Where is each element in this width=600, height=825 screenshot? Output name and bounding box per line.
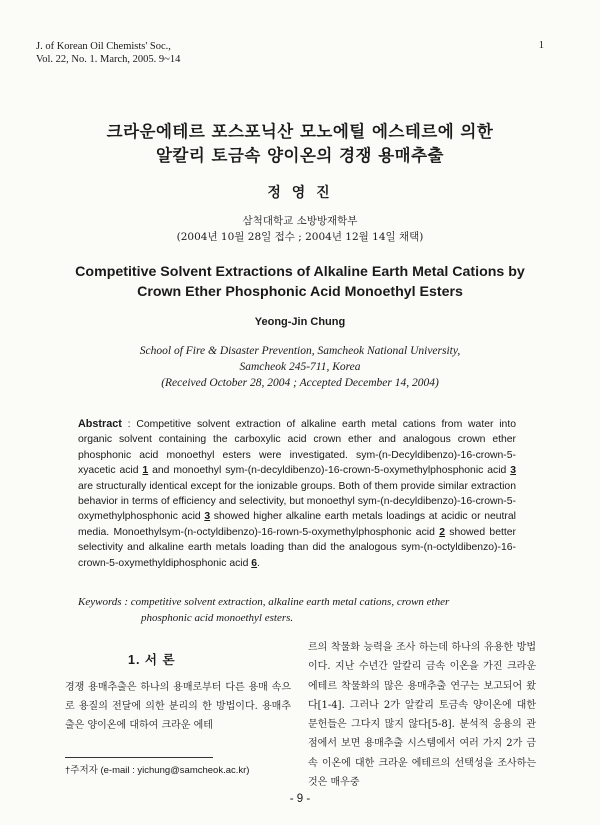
- keywords-line-2: phosphonic acid monoethyl esters.: [141, 612, 294, 624]
- journal-info: [36, 40, 180, 66]
- keywords: [78, 594, 518, 626]
- english-affiliation-line-2: Samcheok 245-711, Korea: [239, 361, 361, 373]
- abstract-text-2: and monoethyl sym-(n-decyldibenzo)-16-crown-5-oxymethylphosphonic acid: [148, 465, 511, 477]
- korean-title-line-1: 크라운에테르 포스포닉산 모노에틸 에스테르에 의한: [106, 122, 494, 141]
- header-page-number: 1: [538, 40, 544, 51]
- english-title-line-2: Crown Ether Phosphonic Acid Monoethyl Esters: [137, 284, 463, 300]
- korean-affiliation: 삼척대학교 소방방재학부: [242, 215, 358, 227]
- journal-line-1: J. of Korean Oil Chemists' Soc.,: [36, 41, 171, 52]
- korean-author: 정 영 진: [267, 185, 333, 201]
- footnote-divider: [65, 757, 213, 758]
- english-received-dates: (Received October 28, 2004 ; Accepted December 14, 2004): [161, 377, 439, 389]
- abstract: [78, 417, 516, 571]
- abstract-text-6: .: [257, 557, 260, 569]
- abstract-text-1: Competitive solvent extraction of alkaline earth metal cations from water into organic solvent containing the carboxylic acid crown ether and analogous crown ether phosphonic acid monoethyl esters were investigated. sym-(n-Decyldibenzo)-16-crown-5-xyacetic acid: [78, 419, 516, 477]
- body-left-column: 경쟁 용매추출은 하나의 용매로부터 다른 용매 속으로 용질의 전달에 의한 분리의 한 방법이다. 용매추출은 양이온에 대하여 크라운 에테: [65, 682, 291, 731]
- footnote-corresponding-author: †주저자 (e-mail : yichung@samcheok.ac.kr): [65, 765, 250, 776]
- abstract-text-3: are structurally identical except for the ionizable groups. Both of them provide similar extraction behavior in terms of efficiency and selectivity, but monoethyl sym-(n-decyldibenzo)-16-crown-5-oxymethylphosphonic acid: [78, 480, 516, 523]
- compound-ref-3b: 3: [204, 511, 211, 523]
- section-heading-introduction: 1. 서 론: [128, 653, 176, 667]
- abstract-label: Abstract: [78, 418, 122, 430]
- keywords-line-1: competitive solvent extraction, alkaline earth metal cations, crown ether: [130, 596, 450, 608]
- abstract-text-4: showed higher alkaline earth metals loadings at acidic or neutral media. Monoethylsym-(n-octyldibenzo)-16-rown-5-oxymethylphosphonic acid: [78, 511, 516, 538]
- keywords-label: Keywords :: [78, 596, 131, 608]
- english-title-line-1: Competitive Solvent Extractions of Alkaline Earth Metal Cations by: [75, 264, 525, 280]
- compound-ref-1: 1: [142, 465, 149, 477]
- english-author: Yeong-Jin Chung: [254, 316, 346, 328]
- compound-ref-6: 6: [251, 557, 258, 569]
- footer-page-number: - 9 -: [289, 793, 311, 805]
- compound-ref-3a: 3: [510, 465, 516, 477]
- journal-line-2: Vol. 22, No. 1. March, 2005. 9~14: [36, 54, 181, 65]
- abstract-text-5: showed better selectivity and alkaline earth metals loading than did the analogous sym-(n-octyldibenzo)-16-crown-5-oxymethyldiphosphonic acid: [78, 526, 516, 569]
- compound-ref-2: 2: [439, 526, 445, 538]
- abstract-separator: :: [121, 419, 137, 430]
- korean-dates: (2004년 10월 28일 접수 ; 2004년 12월 14일 채택): [176, 231, 424, 243]
- body-right-column: 르의 착물화 능력을 조사 하는데 하나의 유용한 방법이다. 지난 수년간 알칼리 금속 이온을 가진 크라운 에테르 착물화의 많은 용매추출 연구는 보고되어 왔다[1-4]. 그러나 2가 알칼리 토금속 양이온에 대한 문헌들은 그다지 많지 않다[5-8]. 분석적 응용의 관점에서 보면 용매추출 시스템에서 여러 가지 2가 금속 이온에 대한 크라운 에테르의 선택성을 조사하는 것은 매우중: [308, 642, 536, 789]
- korean-title-line-2: 알칼리 토금속 양이온의 경쟁 용매추출: [155, 146, 444, 165]
- english-affiliation-line-1: School of Fire & Disaster Prevention, Samcheok National University,: [139, 345, 461, 357]
